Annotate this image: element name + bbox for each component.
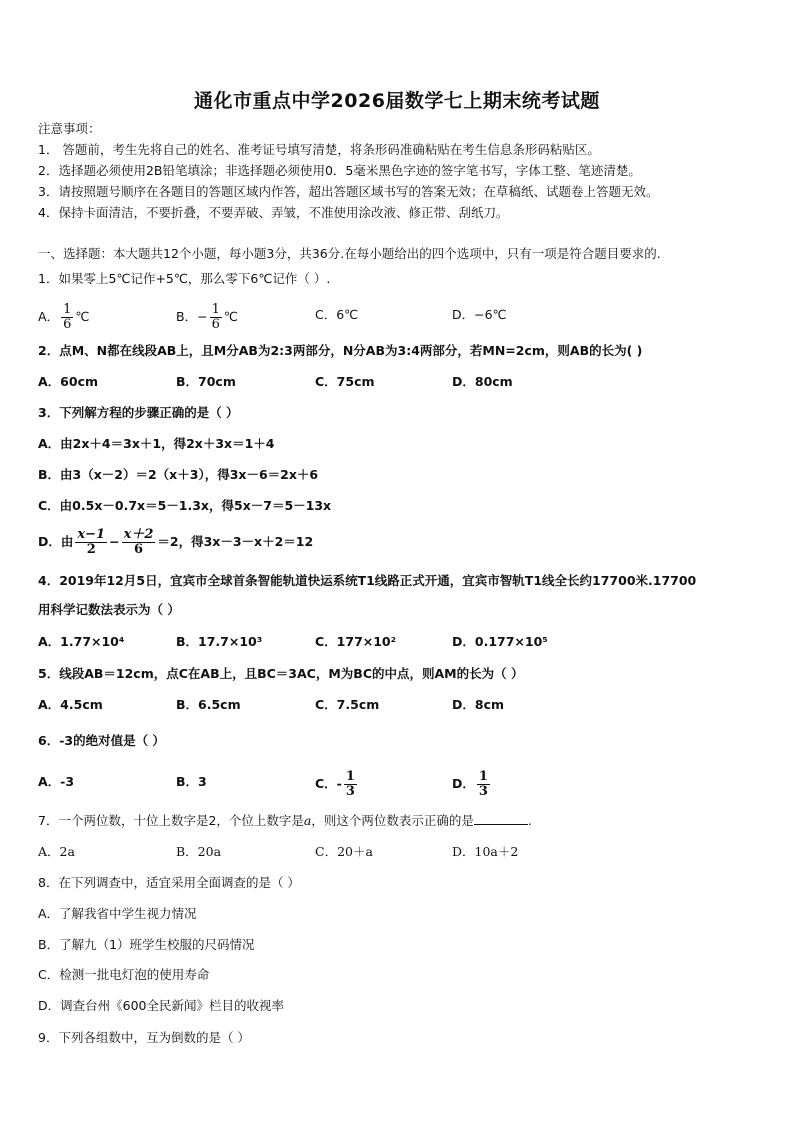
- stem-text: .: [527, 813, 532, 828]
- denominator: 3: [345, 784, 355, 799]
- numerator: x＋2: [123, 527, 154, 542]
- q2-option-d[interactable]: D．80cm: [452, 374, 513, 389]
- q8-option-a[interactable]: A．了解我省中学生视力情况: [38, 906, 197, 921]
- stem-text: 7．一个两位数，十位上数字是2，个位上数字是: [38, 813, 304, 828]
- q1-option-b[interactable]: [176, 303, 238, 332]
- q3-option-c[interactable]: C．由0.5x－0.7x＝5－1.3x，得5x－7＝5－13x: [38, 498, 332, 513]
- option-label: B．: [176, 309, 198, 324]
- q4-option-c[interactable]: C．177×10²: [315, 634, 397, 649]
- question-2-stem: 2．点M、N都在线段AB上，且M分AB为2:3两部分，N分AB为3:4两部分，若MN=2cm，则AB的长为( ): [38, 343, 643, 358]
- section-heading: 一、选择题：本大题共12个小题，每小题3分，共36分.在每小题给出的四个选项中，只有一项是符合题目要求的.: [38, 246, 661, 261]
- question-6-options: [38, 769, 758, 799]
- fraction: [210, 303, 222, 332]
- q5-option-b[interactable]: B．6.5cm: [176, 697, 241, 712]
- q2-option-a[interactable]: A．60cm: [38, 374, 99, 389]
- notice-item-3: 3．请按照题号顺序在各题目的答题区域内作答，超出答题区域书写的答案无效；在草稿纸、试题卷上答题无效。: [38, 184, 659, 199]
- denominator: 6: [63, 317, 72, 332]
- q7-option-b[interactable]: B．20a: [176, 844, 222, 859]
- option-text: ＝2，得3x－3－x＋2＝12: [157, 534, 314, 549]
- notice-item-2: 2．选择题必须使用2B铅笔填涂；非选择题必须使用0．5毫米黑色字迹的签字笔书写，字体工整、笔迹清楚。: [38, 163, 641, 178]
- q5-option-c[interactable]: C．7.5cm: [315, 697, 380, 712]
- q3-option-d[interactable]: [38, 528, 313, 557]
- q6-option-a[interactable]: A．-3: [38, 774, 75, 789]
- question-7-options: [38, 840, 758, 864]
- q5-option-d[interactable]: D．8cm: [452, 697, 505, 712]
- q7-option-c[interactable]: C．20＋a: [315, 844, 373, 859]
- option-label: D．: [452, 776, 475, 791]
- denominator: 3: [478, 784, 488, 799]
- q4-option-b[interactable]: B．17.7×10³: [176, 634, 263, 649]
- q4-option-d[interactable]: D．0.177×10⁵: [452, 634, 548, 649]
- q2-option-b[interactable]: B．70cm: [176, 374, 236, 389]
- minus-sign: −: [109, 534, 120, 549]
- sign: −: [197, 309, 208, 324]
- numerator: 1: [211, 302, 220, 317]
- q1-option-a[interactable]: [38, 303, 89, 332]
- q4-option-a[interactable]: A．1.77×10⁴: [38, 634, 125, 649]
- exam-title: 通化市重点中学2026届数学七上期末统考试题: [194, 90, 600, 112]
- numerator: 1: [63, 302, 72, 317]
- numerator: 1: [345, 769, 355, 784]
- denominator: 6: [211, 317, 220, 332]
- question-4-stem-line-2: 用科学记数法表示为（ ）: [38, 602, 180, 617]
- option-label: C．-: [315, 776, 342, 791]
- question-5-options: [38, 693, 758, 717]
- notice-heading: 注意事项：: [38, 121, 101, 136]
- fraction: [61, 303, 73, 332]
- q6-option-b[interactable]: B．3: [176, 774, 207, 789]
- question-5-stem: 5．线段AB＝12cm，点C在AB上，且BC＝3AC，M为BC的中点，则AM的长为（ ）: [38, 666, 524, 681]
- q3-option-b[interactable]: B．由3（x－2）＝2（x＋3），得3x－6＝2x＋6: [38, 467, 319, 482]
- q6-option-c[interactable]: [315, 770, 359, 799]
- q8-option-d[interactable]: D．调查台州《600全民新闻》栏目的收视率: [38, 998, 284, 1013]
- unit: ℃: [223, 309, 238, 324]
- question-3-stem: 3．下列解方程的步骤正确的是（ ）: [38, 405, 239, 420]
- numerator: x−1: [77, 527, 106, 542]
- q8-option-c[interactable]: C．检测一批电灯泡的使用寿命: [38, 967, 210, 982]
- q7-option-a[interactable]: A．2a: [38, 844, 75, 859]
- q7-option-d[interactable]: D．10a＋2: [452, 844, 519, 859]
- numerator: 1: [478, 769, 488, 784]
- question-4-stem-line-1: 4．2019年12月5日，宜宾市全球首条智能轨道快运系统T1线路正式开通，宜宾市智轨T1线全长约17700米.17700: [38, 573, 697, 588]
- denominator: 2: [86, 542, 96, 557]
- option-label: D．由: [38, 534, 74, 549]
- question-4-options: [38, 630, 758, 654]
- stem-text: ，则这个两位数表示正确的是: [311, 813, 474, 828]
- question-1-stem: 1．如果零上5℃记作+5℃，那么零下6℃记作（ ）.: [38, 271, 331, 286]
- question-2-options: [38, 370, 758, 394]
- fraction: [75, 528, 107, 557]
- notice-item-4: 4．保持卡面清洁，不要折叠，不要弄破、弄皱，不准使用涂改液、修正带、刮纸刀。: [38, 205, 509, 220]
- q3-option-a[interactable]: A．由2x＋4＝3x＋1，得2x＋3x＝1＋4: [38, 436, 275, 451]
- fraction: [344, 770, 357, 799]
- answer-blank[interactable]: [474, 812, 528, 825]
- q2-option-c[interactable]: C．75cm: [315, 374, 375, 389]
- q6-option-d[interactable]: [452, 770, 492, 799]
- question-7-stem: [38, 812, 532, 829]
- question-9-stem: 9．下列各组数中，互为倒数的是（ ）: [38, 1030, 250, 1045]
- unit: ℃: [75, 309, 90, 324]
- question-8-stem: 8．在下列调查中，适宜采用全面调查的是（ ）: [38, 875, 300, 890]
- variable: a: [303, 813, 312, 828]
- question-1-options: [38, 302, 758, 332]
- q1-option-d[interactable]: D．−6℃: [452, 307, 507, 322]
- notice-item-1: 1． 答题前，考生先将自己的姓名、准考证号填写清楚，将条形码准确粘贴在考生信息条形码粘贴区。: [38, 142, 600, 157]
- option-label: A．: [38, 309, 60, 324]
- q5-option-a[interactable]: A．4.5cm: [38, 697, 103, 712]
- q8-option-b[interactable]: B．了解九（1）班学生校服的尺码情况: [38, 937, 255, 952]
- fraction: [122, 528, 156, 557]
- fraction: [477, 770, 490, 799]
- question-6-stem: 6．-3的绝对值是（ ）: [38, 733, 165, 748]
- denominator: 6: [133, 542, 143, 557]
- q1-option-c[interactable]: C．6℃: [315, 307, 359, 322]
